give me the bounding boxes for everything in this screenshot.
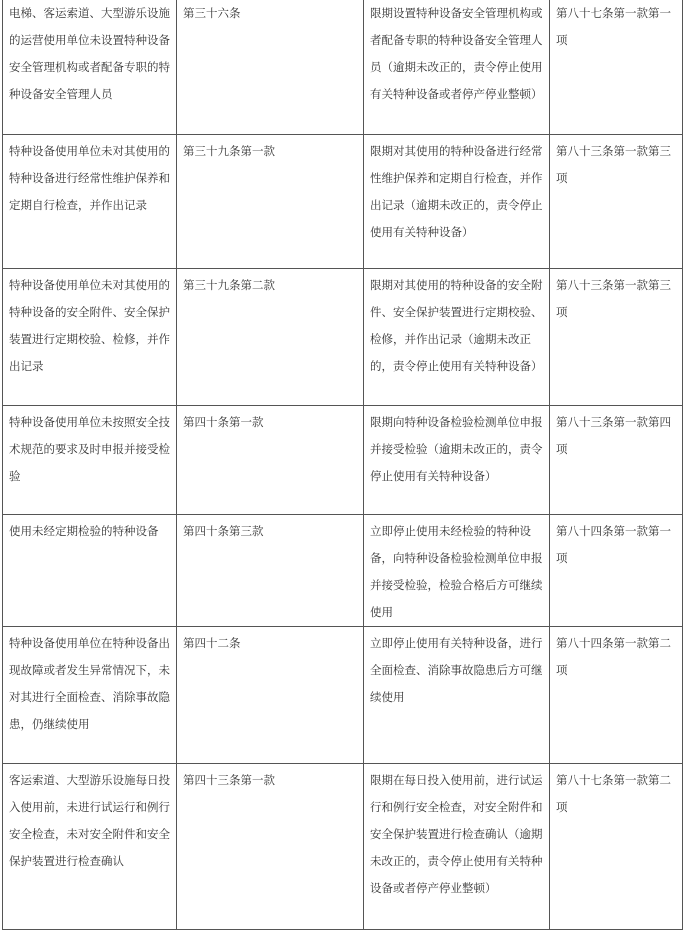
remedy-cell: 限期对其使用的特种设备的安全附件、安全保护装置进行定期校验、检修，并作出记录（逾期未改正的，责令停止使用有关特种设备）	[364, 269, 550, 406]
regulation-table	[2, 0, 683, 930]
penalty-cell: 第八十三条第一款第三项	[550, 135, 683, 269]
remedy-cell: 立即停止使用未经检验的特种设备，向特种设备检验检测单位申报并接受检验，检验合格后方可继续使用	[364, 515, 550, 627]
clause-cell: 第三十六条	[177, 0, 364, 135]
table-row	[3, 135, 683, 269]
penalty-cell: 第八十三条第一款第三项	[550, 269, 683, 406]
violation-cell: 特种设备使用单位未按照安全技术规范的要求及时申报并接受检验	[3, 406, 177, 515]
table-row	[3, 627, 683, 764]
clause-cell: 第四十条第一款	[177, 406, 364, 515]
violation-cell: 特种设备使用单位未对其使用的特种设备的安全附件、安全保护装置进行定期校验、检修，并作出记录	[3, 269, 177, 406]
remedy-cell: 限期对其使用的特种设备进行经常性维护保养和定期自行检查，并作出记录（逾期未改正的，责令停止使用有关特种设备）	[364, 135, 550, 269]
clause-cell: 第三十九条第一款	[177, 135, 364, 269]
violation-cell: 电梯、客运索道、大型游乐设施的运营使用单位未设置特种设备安全管理机构或者配备专职的特种设备安全管理人员	[3, 0, 177, 135]
remedy-cell: 限期设置特种设备安全管理机构或者配备专职的特种设备安全管理人员（逾期未改正的，责令停止使用有关特种设备或者停产停业整顿）	[364, 0, 550, 135]
table-row	[3, 269, 683, 406]
table-row	[3, 0, 683, 135]
table-row	[3, 515, 683, 627]
penalty-cell: 第八十三条第一款第四项	[550, 406, 683, 515]
remedy-cell: 限期向特种设备检验检测单位申报并接受检验（逾期未改正的，责令停止使用有关特种设备）	[364, 406, 550, 515]
violation-cell: 特种设备使用单位未对其使用的特种设备进行经常性维护保养和定期自行检查，并作出记录	[3, 135, 177, 269]
clause-cell: 第三十九条第二款	[177, 269, 364, 406]
table-row	[3, 764, 683, 930]
violation-cell: 客运索道、大型游乐设施每日投入使用前，未进行试运行和例行安全检查，未对安全附件和安全保护装置进行检查确认	[3, 764, 177, 930]
penalty-cell: 第八十四条第一款第一项	[550, 515, 683, 627]
clause-cell: 第四十条第三款	[177, 515, 364, 627]
remedy-cell: 限期在每日投入使用前，进行试运行和例行安全检查，对安全附件和安全保护装置进行检查确认（逾期未改正的，责令停止使用有关特种设备或者停产停业整顿）	[364, 764, 550, 930]
violation-cell: 特种设备使用单位在特种设备出现故障或者发生异常情况下，未对其进行全面检查、消除事故隐患，仍继续使用	[3, 627, 177, 764]
clause-cell: 第四十三条第一款	[177, 764, 364, 930]
penalty-cell: 第八十七条第一款第二项	[550, 764, 683, 930]
clause-cell: 第四十二条	[177, 627, 364, 764]
violation-cell: 使用未经定期检验的特种设备	[3, 515, 177, 627]
remedy-cell: 立即停止使用有关特种设备，进行全面检查、消除事故隐患后方可继续使用	[364, 627, 550, 764]
penalty-cell: 第八十四条第一款第二项	[550, 627, 683, 764]
table-row	[3, 406, 683, 515]
penalty-cell: 第八十七条第一款第一项	[550, 0, 683, 135]
